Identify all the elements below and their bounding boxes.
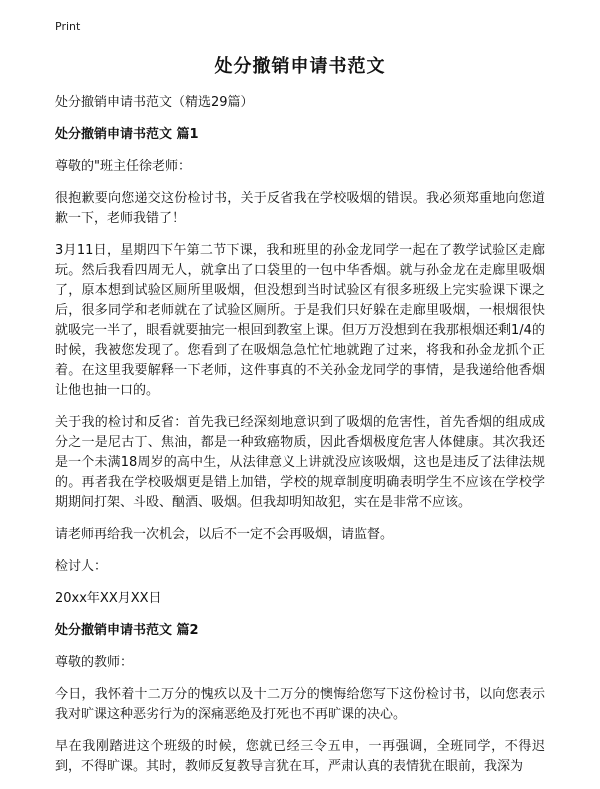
section-1-paragraph-3: 关于我的检讨和反省：首先我已经深刻地意识到了吸烟的危害性，首先香烟的组成成分之一是尼古丁、焦油，都是一种致癌物质，因此香烟极度危害人体健康。其次我还是一个未满18周岁的高中生，从法律意义上讲就没应该吸烟，这也是违反了法律法规的。再者我在学校吸烟更是错上加错，学校的规章制度明确表明学生不应该在学校学期期间打架、斗殴、酗酒、吸烟。但我却明知故犯，实在是非常不应该。 [55, 415, 545, 510]
section-2-heading: 处分撤销申请书范文 篇2 [55, 623, 199, 638]
section-1-paragraph-1: 很抱歉要向您递交这份检讨书，关于反省我在学校吸烟的错误。我必须郑重地向您道歉一下，老师我错了！ [55, 191, 545, 226]
section-2-salutation: 尊敬的教师： [55, 655, 134, 670]
section-1-paragraph-2: 3月11日，星期四下午第二节下课，我和班里的孙金龙同学一起在了教学试验区走廊玩。然后我看四周无人，就拿出了口袋里的一包中华香烟。就与孙金龙在走廊里吸烟了，原本想到试验区厕所里吸烟，但没想到当时试验区有很多班级上完实验课下课之后，很多同学和老师就在了试验区厕所。于是我们只好躲在走廊里吸烟，一根烟很快就吸完一半了，眼看就要抽完一根回到教室上课。但万万没想到在我那根烟还剩1/4的时候，我被您发现了。您看到了在吸烟急急忙忙地就跑了过来，将我和孙金龙抓个正着。在这里我要解释一下老师，这件事真的不关孙金龙同学的事情，是我递给他香烟让他也抽一口的。 [55, 243, 545, 398]
document-body [55, 93, 545, 789]
document-subtitle: 处分撤销申请书范文（精选29篇） [55, 95, 254, 110]
page-title: 处分撤销申请书范文 [214, 56, 386, 77]
section-1-salutation: 尊敬的"班主任徐老师： [55, 159, 191, 174]
section-2-paragraph-2: 早在我刚踏进这个班级的时候，您就已经三令五申，一再强调，全班同学，不得迟到，不得旷课。其时，教师反复教导言犹在耳，严肃认真的表情犹在眼前，我深为 [55, 739, 545, 774]
section-1-paragraph-4: 请老师再给我一次机会，以后不一定不会再吸烟，请监督。 [55, 527, 394, 542]
section-1-heading: 处分撤销申请书范文 篇1 [55, 127, 199, 142]
print-link[interactable]: Print [55, 20, 81, 33]
section-1-signer: 检讨人： [55, 559, 108, 574]
section-2-paragraph-1: 今日，我怀着十二万分的愧疚以及十二万分的懊悔给您写下这份检讨书，以向您表示我对旷课这种恶劣行为的深痛恶绝及打死也不再旷课的决心。 [55, 687, 545, 722]
section-1-date: 20xx年XX月XX日 [55, 591, 162, 606]
